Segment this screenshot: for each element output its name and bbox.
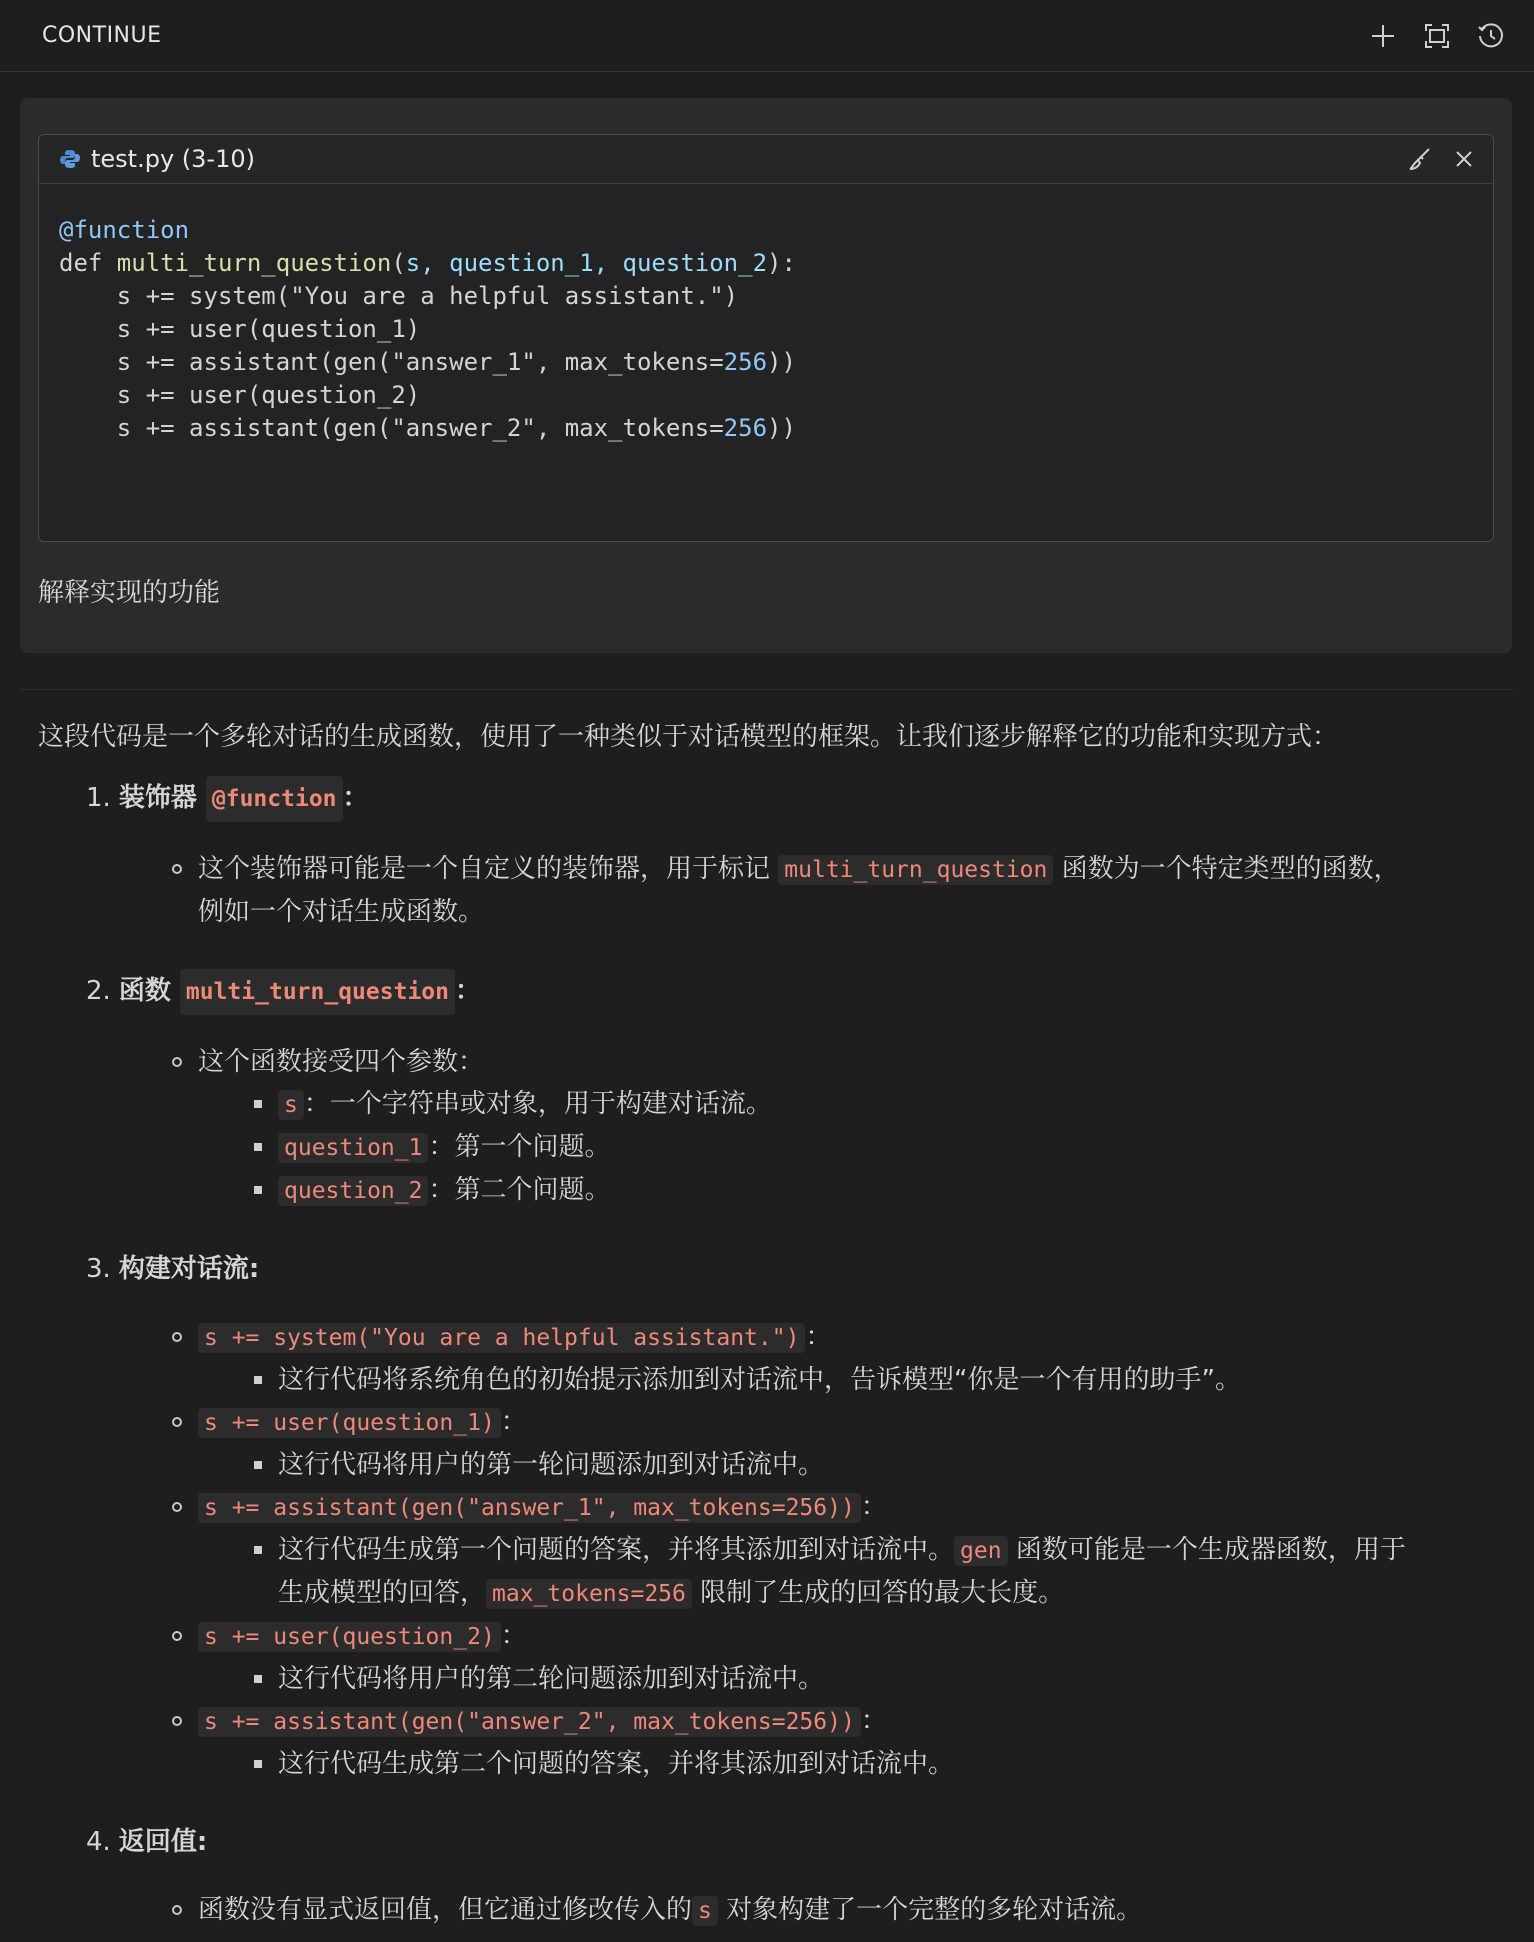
sub-bullet-list [38,1444,1496,1486]
code-num: 256 [723,414,768,442]
code-line-3: s += system("You are a helpful assistant.") [59,282,739,310]
app-title: CONTINUE [42,23,162,48]
bullet-list [38,1700,1496,1743]
inline-code: s += assistant(gen("answer_1", max_tokens=256)) [198,1493,861,1523]
expand-icon[interactable] [1422,21,1452,51]
section-2 [38,969,1496,1212]
file-label [59,145,255,173]
python-icon [59,148,81,170]
section-title-text: 返回值: [118,1827,208,1857]
text: 这行代码将用户的第二轮问题添加到对话流中。 [278,1664,825,1694]
text: 这行代码将系统角色的初始提示添加到对话流中，告诉模型“你是一个有用的助手”。 [278,1365,1241,1395]
sub-list-item [38,1743,1496,1785]
colon: ： [860,1706,887,1736]
list-item [38,1316,1496,1359]
text: 这行代码生成第二个问题的答案，并将其添加到对话流中。 [278,1749,955,1779]
prompt-text: 解释实现的功能 [38,578,221,608]
text: 这个装饰器可能是一个自定义的装饰器，用于标记 [198,854,771,884]
inline-code: s += assistant(gen("answer_2", max_tokens=256)) [198,1707,861,1737]
section-1 [38,776,1496,933]
sub-bullet-list [38,1658,1496,1700]
snippet-header [39,135,1493,184]
inline-code: question_2 [278,1176,428,1206]
section-number: 1. [86,783,111,813]
inline-code: s [692,1896,718,1926]
section-title-text: 装饰器 [118,783,197,813]
section-title-text: 函数 [118,976,171,1006]
colon: ： [860,1492,887,1522]
answer-intro: 这段代码是一个多轮对话的生成函数，使用了一种类似于对话模型的框架。让我们逐步解释它的功能和实现方式： [38,722,1339,752]
code-num: 256 [723,348,768,376]
section-4 [38,1821,1496,1932]
inline-code: question_1 [278,1133,428,1163]
sub-bullet-list [38,1743,1496,1785]
inline-code: multi_turn_question [180,969,455,1015]
text: ：第一个问题。 [428,1132,611,1162]
colon: ： [500,1621,527,1651]
section-title [86,1248,1496,1290]
code-line-2: def multi_turn_question(s, question_1, question_2): [59,249,796,277]
history-icon[interactable] [1476,21,1506,51]
code-line-6: s += user(question_2) [59,381,421,409]
sub-list-item [38,1126,1496,1169]
text: ：一个字符串或对象，用于构建对话流。 [303,1089,772,1119]
list-item [38,1889,1496,1932]
snippet-actions [1407,146,1477,172]
section-number: 3. [86,1254,111,1284]
inline-code: @function [206,776,343,822]
text: 生成模型的回答， [278,1578,487,1608]
section-title [86,776,1496,822]
code-line-5: s += assistant(gen("answer_1", max_tokens=256)) [59,348,796,376]
sub-list-item [38,1169,1496,1212]
colon: ： [455,976,482,1006]
list-item [38,1486,1496,1529]
sub-list-item [38,1359,1496,1401]
bullet-list [38,1615,1496,1658]
text: 函数没有显式返回值，但它通过修改传入的 [198,1895,693,1925]
brush-icon[interactable] [1407,146,1433,172]
bullet-list [38,1041,1496,1083]
colon: ： [805,1322,832,1352]
section-number: 4. [86,1827,111,1857]
bullet-list [38,1889,1496,1932]
list-item [38,1700,1496,1743]
prompt-card [20,98,1512,653]
text: 对象构建了一个完整的多轮对话流。 [726,1895,1143,1925]
bullet-list [38,1401,1496,1444]
code-line-1: @function [59,216,190,244]
list-item [38,1041,1496,1083]
sub-list-item [38,1529,1496,1615]
close-icon[interactable] [1451,146,1477,172]
section-title [86,969,1496,1015]
file-name: test.py (3-10) [91,145,255,173]
code-block [39,184,1493,541]
inline-code: s [278,1090,304,1120]
inline-code: max_tokens=256 [486,1579,692,1609]
inline-code: s += user(question_2) [198,1622,501,1652]
section-3 [38,1248,1496,1785]
sub-bullet-list [38,1529,1496,1615]
inline-code: gen [954,1536,1008,1566]
text: 例如一个对话生成函数。 [198,897,485,927]
sub-list-item [38,1444,1496,1486]
inline-code: s += user(question_1) [198,1408,501,1438]
inline-code: multi_turn_question [778,855,1053,885]
text: 函数可能是一个生成器函数，用于 [1015,1535,1406,1565]
code-snippet [38,134,1494,542]
text: 这行代码生成第一个问题的答案，并将其添加到对话流中。 [278,1535,955,1565]
code-line-4: s += user(question_1) [59,315,421,343]
answer-body [0,690,1534,1932]
text: 函数为一个特定类型的函数， [1061,854,1400,884]
inline-code: s += system("You are a helpful assistant.") [198,1323,805,1353]
colon: ： [342,783,369,813]
section-title-text: 构建对话流: [118,1254,260,1284]
list-item [38,848,1496,933]
bullet-list [38,1486,1496,1529]
list-item [38,1615,1496,1658]
code-param: s, question_1, question_2 [405,249,768,277]
text: 限制了生成的回答的最大长度。 [700,1578,1065,1608]
code-fn-name: multi_turn_question [116,249,392,277]
code-line [59,216,189,244]
code-line-7: s += assistant(gen("answer_2", max_tokens=256)) [59,414,796,442]
sub-list-item [38,1658,1496,1700]
bullet-list [38,1316,1496,1359]
bullet-list [38,848,1496,933]
section-number: 2. [86,976,111,1006]
text: ：第二个问题。 [428,1175,611,1205]
sub-bullet-list [38,1359,1496,1401]
sub-bullet-list [38,1083,1496,1212]
top-bar [0,0,1534,72]
section-title [86,1821,1496,1863]
list-item [38,1401,1496,1444]
plus-icon[interactable] [1368,21,1398,51]
text: 这个函数接受四个参数： [198,1047,485,1077]
text: 这行代码将用户的第一轮问题添加到对话流中。 [278,1450,825,1480]
colon: ： [500,1407,527,1437]
top-actions [1368,21,1506,51]
sub-list-item [38,1083,1496,1126]
